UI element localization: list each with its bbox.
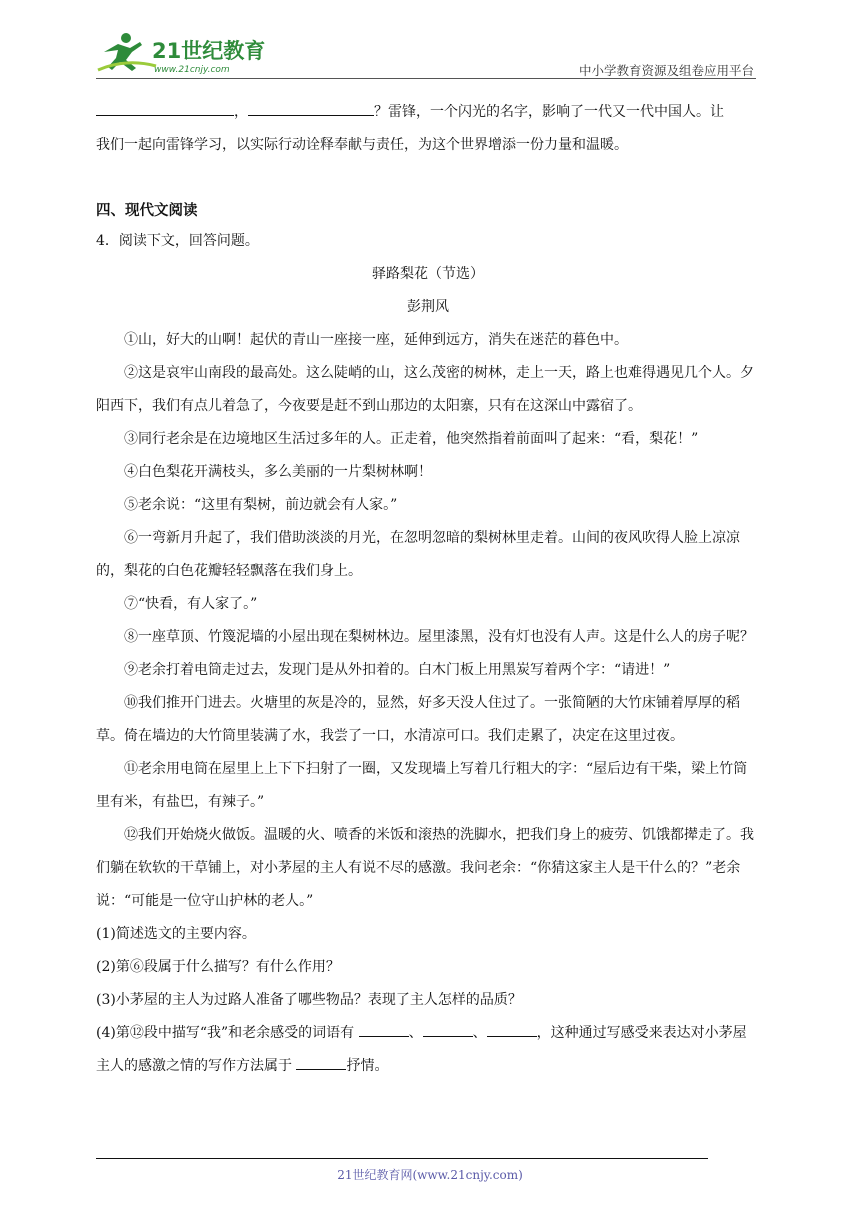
paragraph-6: ⑥一弯新月升起了，我们借助淡淡的月光，在忽明忽暗的梨树林里走着。山间的夜风吹得人脸上凉凉的，梨花的白色花瓣轻轻飘落在我们身上。 bbox=[96, 530, 740, 579]
question-3: (3)小茅屋的主人为过路人准备了哪些物品？表现了主人怎样的品质？ bbox=[96, 992, 522, 1008]
intro-line-1: ， ？雷锋，一个闪光的名字，影响了一代又一代中国人。让 bbox=[96, 96, 760, 129]
runner-logo-icon bbox=[96, 30, 266, 76]
footer-divider bbox=[96, 1158, 708, 1159]
answer-blank[interactable] bbox=[423, 1020, 473, 1037]
paragraph-8: ⑧一座草顶、竹篾泥墙的小屋出现在梨树林边。屋里漆黑，没有灯也没有人声。这是什么人的房子呢？ bbox=[124, 629, 754, 645]
article-author: 彭荆风 bbox=[407, 299, 449, 315]
question-1: (1)简述选文的主要内容。 bbox=[96, 926, 256, 942]
answer-blank[interactable] bbox=[359, 1020, 409, 1037]
question-4: (4)第⑫段中描写“我”和老余感受的词语有 、 、 ，这种通过写感受来表达对小茅屋主人的感激之情的写作方法属于 抒情。 bbox=[96, 1017, 760, 1083]
paragraph-5: ⑤老余说：“这里有梨树，前边就会有人家。” bbox=[124, 497, 398, 513]
paragraph-7: ⑦“快看，有人家了。” bbox=[124, 596, 258, 612]
paragraph-2: ②这是哀牢山南段的最高处。这么陡峭的山，这么茂密的树林，走上一天，路上也难得遇见几个人。夕阳西下，我们有点儿着急了，今夜要是赶不到山那边的太阳寨，只有在这深山中露宿了。 bbox=[96, 365, 754, 414]
answer-blank[interactable] bbox=[248, 97, 374, 116]
paragraph-1: ①山，好大的山啊！起伏的青山一座接一座，延伸到远方，消失在迷茫的暮色中。 bbox=[124, 332, 628, 348]
answer-blank[interactable] bbox=[487, 1020, 537, 1037]
answer-blank[interactable] bbox=[96, 97, 234, 116]
paragraph-10: ⑩我们推开门进去。火塘里的灰是冷的，显然，好多天没人住过了。一张简陋的大竹床铺着厚厚的稻草。倚在墙边的大竹筒里装满了水，我尝了一口，水清凉可口。我们走累了，决定在这里过夜。 bbox=[96, 695, 740, 744]
platform-name: 中小学教育资源及组卷应用平台 bbox=[578, 63, 754, 78]
page-header bbox=[0, 0, 860, 82]
paragraph-9: ⑨老余打着电筒走过去，发现门是从外扣着的。白木门板上用黑炭写着两个字：“请进！” bbox=[124, 662, 671, 678]
article-title: 驿路梨花（节选） bbox=[372, 266, 484, 282]
intro-line-2: 我们一起向雷锋学习，以实际行动诠释奉献与责任，为这个世界增添一份力量和温暖。 bbox=[96, 137, 628, 153]
paragraph-3: ③同行老余是在边境地区生活过多年的人。正走着，他突然指着前面叫了起来：“看，梨花！” bbox=[124, 431, 699, 447]
answer-blank[interactable] bbox=[296, 1053, 346, 1070]
document-body bbox=[96, 96, 760, 1083]
svg-text:www.21cnjy.com: www.21cnjy.com bbox=[154, 65, 230, 75]
intro-line-1-text: ？雷锋，一个闪光的名字，影响了一代又一代中国人。让 bbox=[374, 104, 724, 120]
question-2: (2)第⑥段属于什么描写？有什么作用？ bbox=[96, 959, 340, 975]
header-divider bbox=[96, 78, 756, 79]
footer-link[interactable]: 21世纪教育网(www.21cnjy.com) bbox=[337, 1168, 523, 1182]
site-logo[interactable] bbox=[96, 30, 266, 76]
paragraph-11: ⑪老余用电筒在屋里上上下下扫射了一圈，又发现墙上写着几行粗大的字：“屋后边有干柴，梁上竹筒里有米，有盐巴，有辣子。” bbox=[96, 761, 748, 810]
svg-text:21世纪教育: 21世纪教育 bbox=[152, 39, 266, 63]
section-title: 四、现代文阅读 bbox=[96, 203, 198, 219]
paragraph-4: ④白色梨花开满枝头，多么美丽的一片梨树林啊！ bbox=[124, 464, 432, 480]
question-intro: 4．阅读下文，回答问题。 bbox=[96, 233, 259, 249]
paragraph-12: ⑫我们开始烧火做饭。温暖的火、喷香的米饭和滚热的洗脚水，把我们身上的疲劳、饥饿都撵走了。我们躺在软软的干草铺上，对小茅屋的主人有说不尽的感激。我问老余：“你猜这家主人是干什么的？”老余说：“可能是一位守山护林的老人。” bbox=[96, 827, 754, 909]
